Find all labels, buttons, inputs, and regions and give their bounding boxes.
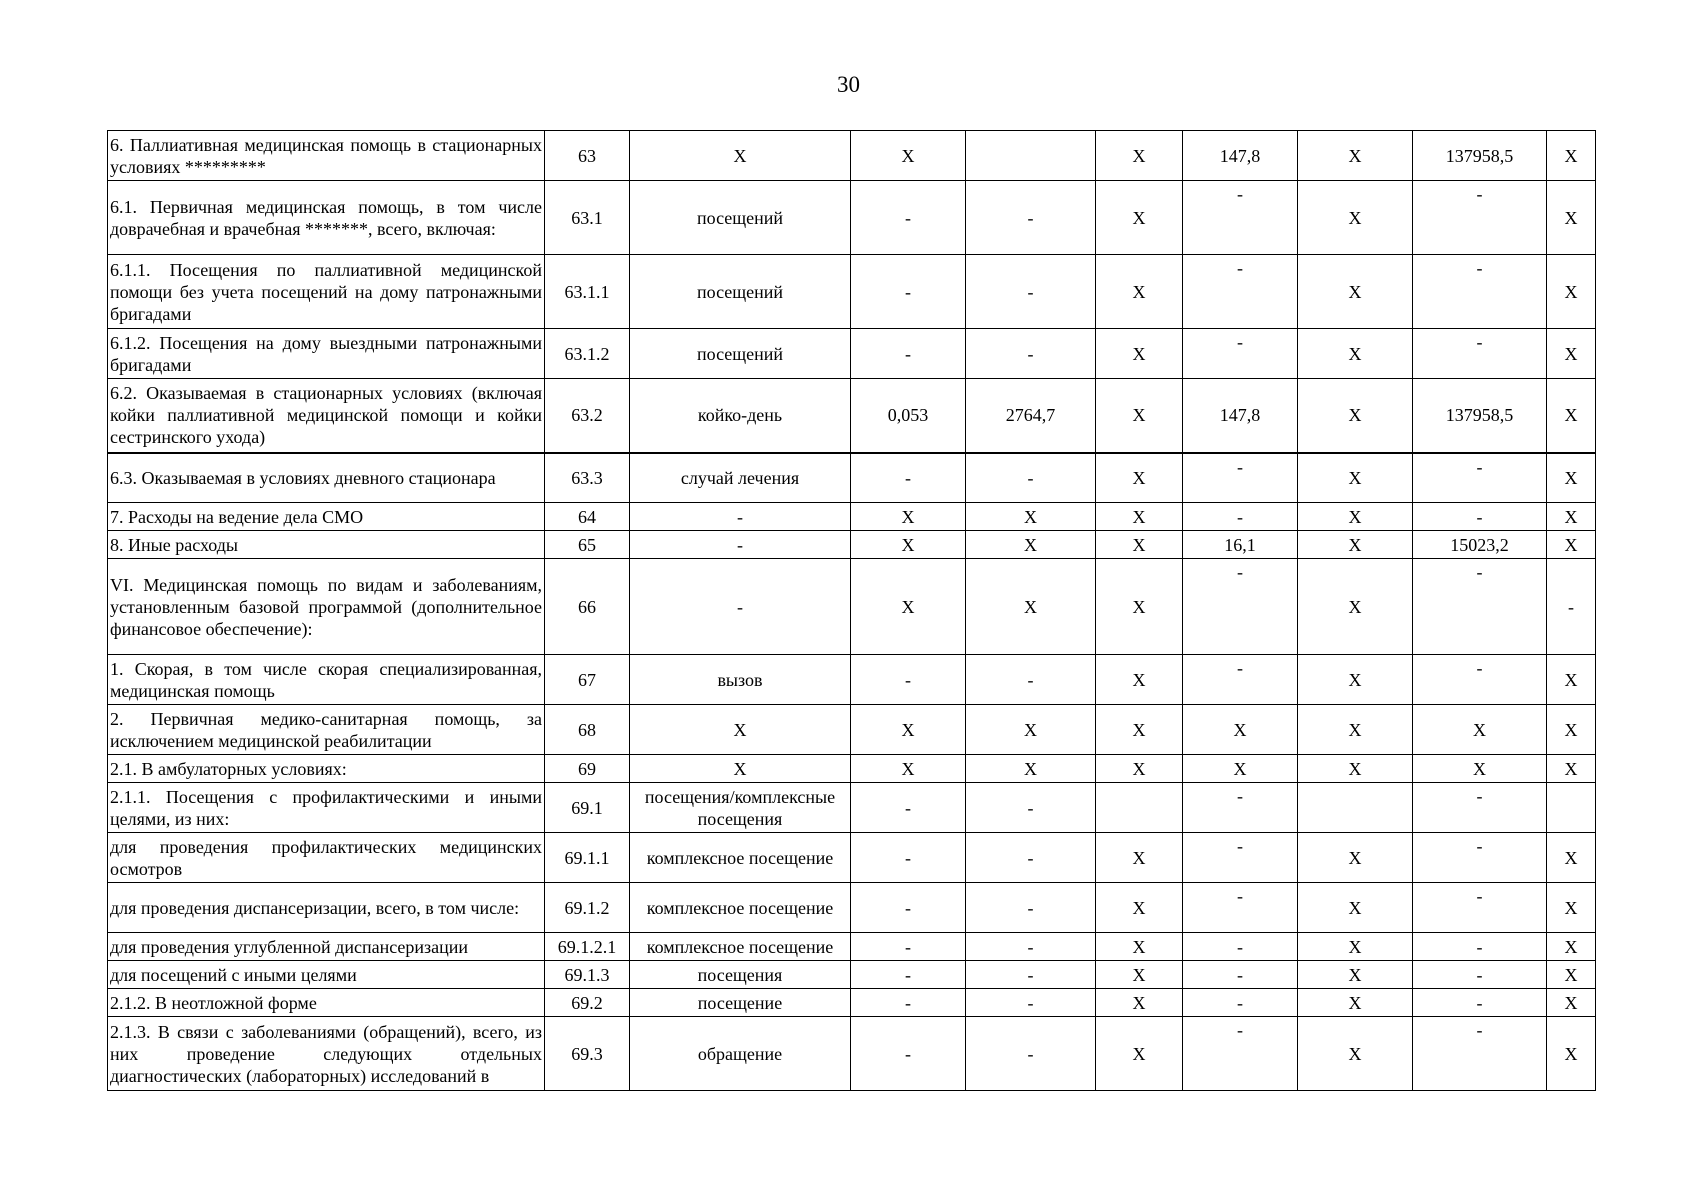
row-value: - <box>966 255 1096 329</box>
row-value: Х <box>1096 755 1183 783</box>
row-unit: комплексное посещение <box>630 883 851 933</box>
row-number: 63.1.1 <box>545 255 630 329</box>
row-description: 6.1.1. Посещения по паллиативной медицинской помощи без учета посещений на дому патронажными бригадами <box>108 255 545 329</box>
page-number: 30 <box>837 72 860 97</box>
row-number: 66 <box>545 559 630 655</box>
row-value: - <box>1183 181 1298 255</box>
row-value: Х <box>966 503 1096 531</box>
row-value: - <box>1547 559 1596 655</box>
row-value: Х <box>1413 705 1547 755</box>
row-value: 0,053 <box>851 379 966 453</box>
row-value: - <box>1413 181 1547 255</box>
row-unit: Х <box>630 705 851 755</box>
row-value: - <box>1183 961 1298 989</box>
row-unit: - <box>630 559 851 655</box>
row-value <box>1547 783 1596 833</box>
row-description: VI. Медицинская помощь по видам и заболеваниям, установленным базовой программой (дополнительное финансовое обеспечение): <box>108 559 545 655</box>
row-value: Х <box>1096 131 1183 181</box>
row-value: 147,8 <box>1183 131 1298 181</box>
row-unit: Х <box>630 131 851 181</box>
table-row <box>108 1017 1596 1091</box>
row-value: - <box>966 989 1096 1017</box>
table-row <box>108 379 1596 453</box>
row-value: - <box>966 181 1096 255</box>
row-value: Х <box>851 131 966 181</box>
row-value: - <box>1183 255 1298 329</box>
row-value: Х <box>1096 453 1183 503</box>
row-number: 69.1.1 <box>545 833 630 883</box>
row-value: Х <box>1547 181 1596 255</box>
row-description: 2.1. В амбулаторных условиях: <box>108 755 545 783</box>
row-value: Х <box>1096 379 1183 453</box>
table-row <box>108 531 1596 559</box>
row-number: 64 <box>545 503 630 531</box>
row-value: Х <box>1298 531 1413 559</box>
row-value: Х <box>851 531 966 559</box>
row-unit: посещений <box>630 181 851 255</box>
row-description: 1. Скорая, в том числе скорая специализированная, медицинская помощь <box>108 655 545 705</box>
row-value: Х <box>851 503 966 531</box>
row-value: - <box>1413 655 1547 705</box>
row-value: Х <box>1096 503 1183 531</box>
row-value: Х <box>1298 559 1413 655</box>
row-value: Х <box>1547 883 1596 933</box>
row-value: - <box>966 933 1096 961</box>
row-number: 63.1.2 <box>545 329 630 379</box>
row-value: Х <box>1547 255 1596 329</box>
row-value: - <box>966 883 1096 933</box>
row-number: 63.1 <box>545 181 630 255</box>
row-number: 69.1 <box>545 783 630 833</box>
row-value: - <box>1413 329 1547 379</box>
row-description: 6.1. Первичная медицинская помощь, в том числе доврачебная и врачебная *******, всего, включая: <box>108 181 545 255</box>
row-description: 6.1.2. Посещения на дому выездными патронажными бригадами <box>108 329 545 379</box>
row-number: 68 <box>545 705 630 755</box>
row-unit: комплексное посещение <box>630 833 851 883</box>
row-value: Х <box>1547 503 1596 531</box>
row-value: - <box>1413 453 1547 503</box>
row-value: - <box>851 655 966 705</box>
row-value: - <box>1413 503 1547 531</box>
row-value: Х <box>1183 705 1298 755</box>
row-value: Х <box>1096 531 1183 559</box>
row-value: - <box>1413 783 1547 833</box>
row-unit: посещения/комплексные посещения <box>630 783 851 833</box>
row-value: Х <box>1298 655 1413 705</box>
row-value: Х <box>966 531 1096 559</box>
row-value: Х <box>1298 961 1413 989</box>
row-value: - <box>1183 655 1298 705</box>
row-number: 69.2 <box>545 989 630 1017</box>
table-row <box>108 833 1596 883</box>
row-value: 16,1 <box>1183 531 1298 559</box>
row-value: Х <box>1298 833 1413 883</box>
row-description: 2. Первичная медико-санитарная помощь, за исключением медицинской реабилитации <box>108 705 545 755</box>
table-row <box>108 705 1596 755</box>
row-value: Х <box>1413 755 1547 783</box>
row-value: Х <box>1547 1017 1596 1091</box>
row-value: Х <box>1096 705 1183 755</box>
row-value: Х <box>1298 755 1413 783</box>
row-description: 2.1.3. В связи с заболеваниями (обращений), всего, из них проведение следующих отдельных диагностических (лабораторных) исследований в <box>108 1017 545 1091</box>
row-value: Х <box>1096 989 1183 1017</box>
row-value: - <box>1183 933 1298 961</box>
row-value: Х <box>1298 883 1413 933</box>
row-value: Х <box>851 755 966 783</box>
row-description: 6. Паллиативная медицинская помощь в стационарных условиях ********* <box>108 131 545 181</box>
row-value: Х <box>851 705 966 755</box>
row-value: Х <box>1547 989 1596 1017</box>
row-number: 65 <box>545 531 630 559</box>
row-value: Х <box>1096 883 1183 933</box>
row-value: - <box>966 1017 1096 1091</box>
row-value: 137958,5 <box>1413 131 1547 181</box>
row-value: Х <box>1096 833 1183 883</box>
row-value: Х <box>1547 933 1596 961</box>
row-value <box>1298 783 1413 833</box>
row-number: 63 <box>545 131 630 181</box>
table-row <box>108 961 1596 989</box>
row-value: 137958,5 <box>1413 379 1547 453</box>
table-row <box>108 329 1596 379</box>
row-number: 69.3 <box>545 1017 630 1091</box>
row-description: для посещений с иными целями <box>108 961 545 989</box>
row-description: 7. Расходы на ведение дела СМО <box>108 503 545 531</box>
row-unit: - <box>630 503 851 531</box>
row-value: - <box>1413 833 1547 883</box>
row-value: Х <box>1547 655 1596 705</box>
row-value: - <box>851 1017 966 1091</box>
row-value: - <box>966 329 1096 379</box>
row-value: - <box>851 989 966 1017</box>
row-value: Х <box>1298 255 1413 329</box>
row-value: 2764,7 <box>966 379 1096 453</box>
row-unit: посещения <box>630 961 851 989</box>
row-value: Х <box>1096 329 1183 379</box>
row-description: для проведения диспансеризации, всего, в том числе: <box>108 883 545 933</box>
row-value: - <box>1413 961 1547 989</box>
table-row <box>108 783 1596 833</box>
row-value: - <box>1183 453 1298 503</box>
table-row <box>108 933 1596 961</box>
row-value: Х <box>1096 255 1183 329</box>
row-value: Х <box>1547 131 1596 181</box>
row-value: Х <box>1547 833 1596 883</box>
row-value: Х <box>1547 531 1596 559</box>
row-value: - <box>851 453 966 503</box>
table-row <box>108 131 1596 181</box>
row-value: - <box>1183 833 1298 883</box>
row-value: Х <box>1547 755 1596 783</box>
row-value: Х <box>1298 1017 1413 1091</box>
row-value: - <box>966 655 1096 705</box>
row-number: 69.1.2 <box>545 883 630 933</box>
table-row <box>108 255 1596 329</box>
row-number: 69.1.2.1 <box>545 933 630 961</box>
row-description: 6.3. Оказываемая в условиях дневного стационара <box>108 453 545 503</box>
row-description: 2.1.2. В неотложной форме <box>108 989 545 1017</box>
row-value: Х <box>1298 705 1413 755</box>
row-value: - <box>851 933 966 961</box>
row-value: - <box>1183 883 1298 933</box>
table-row <box>108 559 1596 655</box>
row-value: - <box>851 783 966 833</box>
row-value: - <box>851 329 966 379</box>
row-value: Х <box>1298 933 1413 961</box>
row-value: - <box>966 833 1096 883</box>
row-value: - <box>1413 255 1547 329</box>
row-value: Х <box>1183 755 1298 783</box>
row-description: 8. Иные расходы <box>108 531 545 559</box>
row-number: 63.3 <box>545 453 630 503</box>
row-value: - <box>851 833 966 883</box>
row-value: - <box>1183 783 1298 833</box>
row-value: - <box>1413 1017 1547 1091</box>
row-value: Х <box>966 559 1096 655</box>
row-value: Х <box>1096 933 1183 961</box>
table-row <box>108 989 1596 1017</box>
row-number: 63.2 <box>545 379 630 453</box>
row-value: Х <box>1096 181 1183 255</box>
row-value: - <box>851 181 966 255</box>
row-value: Х <box>1547 705 1596 755</box>
row-value: - <box>851 961 966 989</box>
row-value <box>1096 783 1183 833</box>
row-value: - <box>851 255 966 329</box>
row-value: - <box>966 961 1096 989</box>
row-value: 15023,2 <box>1413 531 1547 559</box>
table-row <box>108 655 1596 705</box>
row-description: для проведения профилактических медицинских осмотров <box>108 833 545 883</box>
row-unit: посещение <box>630 989 851 1017</box>
row-description: 2.1.1. Посещения с профилактическими и иными целями, из них: <box>108 783 545 833</box>
row-unit: комплексное посещение <box>630 933 851 961</box>
row-description: для проведения углубленной диспансеризации <box>108 933 545 961</box>
row-value: Х <box>966 705 1096 755</box>
row-unit: Х <box>630 755 851 783</box>
row-number: 69 <box>545 755 630 783</box>
row-value: - <box>1413 933 1547 961</box>
row-value: Х <box>1547 961 1596 989</box>
row-value: - <box>1183 559 1298 655</box>
row-value: Х <box>1547 329 1596 379</box>
row-value: - <box>1183 1017 1298 1091</box>
row-unit: вызов <box>630 655 851 705</box>
row-value: Х <box>1298 131 1413 181</box>
row-value: - <box>1413 883 1547 933</box>
row-value: Х <box>1298 329 1413 379</box>
row-value: Х <box>1547 379 1596 453</box>
table-row <box>108 181 1596 255</box>
row-value: Х <box>1298 453 1413 503</box>
row-unit: случай лечения <box>630 453 851 503</box>
row-value: Х <box>1298 379 1413 453</box>
row-value: Х <box>851 559 966 655</box>
row-value: - <box>1183 329 1298 379</box>
row-value: Х <box>1547 453 1596 503</box>
row-value: - <box>1413 559 1547 655</box>
table-row <box>108 883 1596 933</box>
row-value: - <box>966 453 1096 503</box>
row-value: Х <box>1298 503 1413 531</box>
row-value: Х <box>1096 1017 1183 1091</box>
row-value <box>966 131 1096 181</box>
row-value: - <box>966 783 1096 833</box>
row-value: Х <box>1096 559 1183 655</box>
row-description: 6.2. Оказываемая в стационарных условиях (включая койки паллиативной медицинской помощи и койки сестринского ухода) <box>108 379 545 453</box>
row-number: 67 <box>545 655 630 705</box>
row-value: Х <box>1298 989 1413 1017</box>
row-value: Х <box>1096 655 1183 705</box>
row-value: Х <box>1298 181 1413 255</box>
row-unit: - <box>630 531 851 559</box>
row-unit: посещений <box>630 329 851 379</box>
row-value: Х <box>966 755 1096 783</box>
row-value: - <box>851 883 966 933</box>
table-row <box>108 503 1596 531</box>
table-row <box>108 755 1596 783</box>
row-value: - <box>1183 503 1298 531</box>
row-value: Х <box>1096 961 1183 989</box>
row-unit: обращение <box>630 1017 851 1091</box>
row-value: 147,8 <box>1183 379 1298 453</box>
row-unit: посещений <box>630 255 851 329</box>
row-value: - <box>1183 989 1298 1017</box>
table-row <box>108 453 1596 503</box>
row-value: - <box>1413 989 1547 1017</box>
row-number: 69.1.3 <box>545 961 630 989</box>
tariff-table <box>107 130 1596 1091</box>
row-unit: койко-день <box>630 379 851 453</box>
